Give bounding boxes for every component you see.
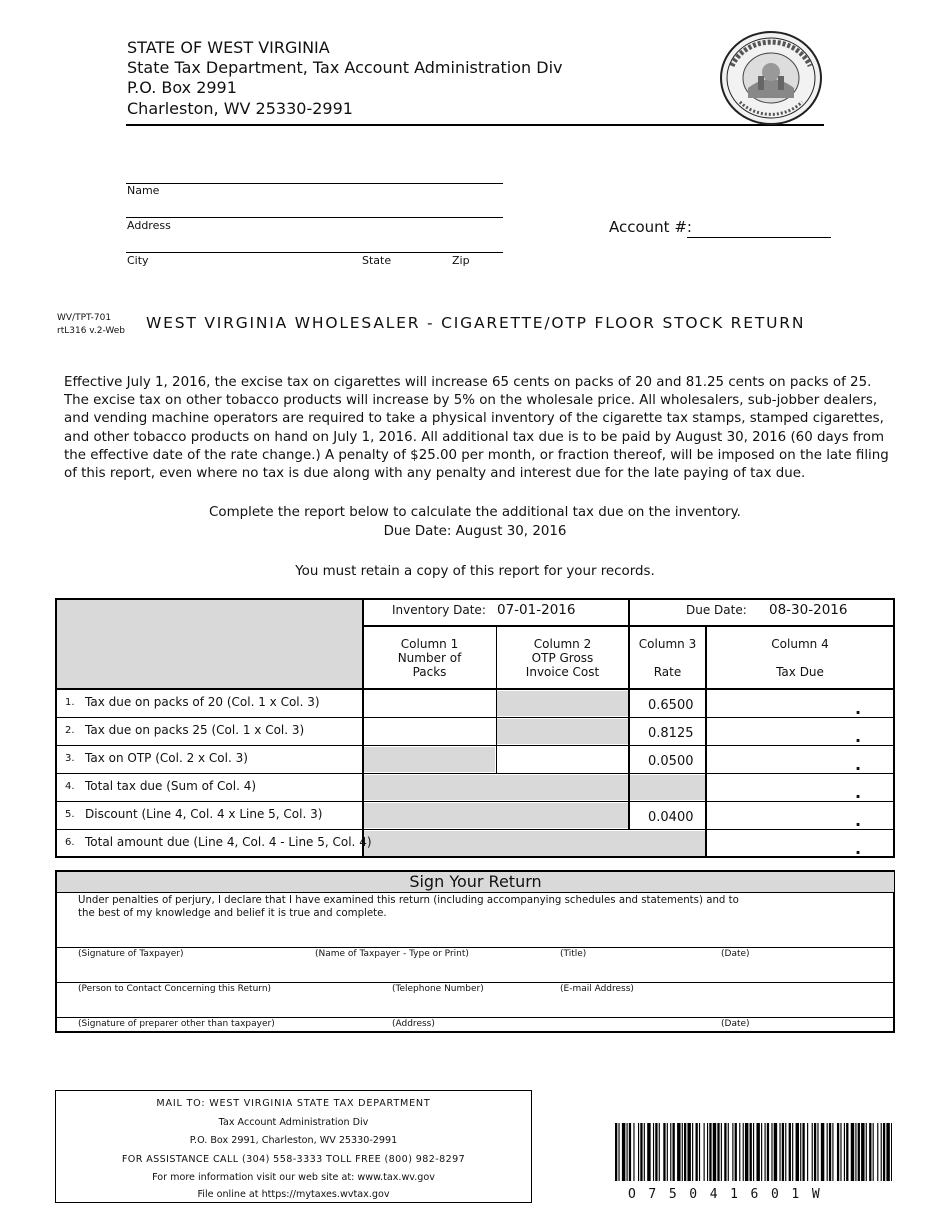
barcode-bar	[851, 1123, 854, 1181]
barcode-bar	[687, 1123, 690, 1181]
state-seal-image	[718, 30, 824, 126]
barcode-bar	[618, 1123, 619, 1181]
row3-col1-shaded	[364, 747, 495, 772]
row4-shaded	[364, 775, 705, 800]
barcode-bar	[840, 1123, 841, 1181]
barcode-bar	[739, 1123, 740, 1181]
barcode-bar	[774, 1123, 777, 1181]
col3-header	[630, 637, 705, 679]
due-date-line: Due Date: August 30, 2016	[383, 524, 567, 539]
barcode-bar	[709, 1123, 711, 1181]
barcode-bar	[633, 1123, 634, 1181]
col3-header-line2: Rate	[653, 665, 682, 679]
col2-header	[497, 637, 628, 679]
preparer-signature-label: (Signature of preparer other than taxpayer)	[78, 1019, 275, 1029]
row5-decimal: .	[855, 811, 862, 830]
address-label: (Address)	[392, 1019, 435, 1029]
date-label: (Date)	[721, 949, 750, 959]
barcode-bar	[812, 1123, 813, 1181]
barcode-bar	[670, 1123, 671, 1181]
website-info: For more information visit our web site at: www.tax.wv.gov	[152, 1172, 435, 1183]
account-label: Account #:	[609, 218, 692, 236]
row5-shaded	[364, 803, 628, 828]
sign-return-title: Sign Your Return	[57, 872, 894, 892]
zip-label: Zip	[452, 254, 470, 267]
sig-row-rule-2	[57, 982, 894, 983]
barcode-bar	[821, 1123, 824, 1181]
row2-col2-shaded	[497, 719, 628, 744]
barcode-bar	[638, 1123, 639, 1181]
barcode-bar	[802, 1123, 804, 1181]
barcode-bar	[761, 1123, 762, 1181]
row-rule-5	[57, 829, 894, 830]
city-state-zip-field-line[interactable]	[126, 252, 503, 253]
file-online-link[interactable]: File online at https://mytaxes.wvtax.gov	[197, 1189, 390, 1200]
row1-label: Tax due on packs of 20 (Col. 1 x Col. 3)	[85, 695, 320, 709]
row2-col4-input[interactable]	[707, 719, 893, 744]
due-date-label: Due Date:	[686, 603, 747, 617]
row5-col4-input[interactable]	[707, 803, 893, 828]
row5-number: 5.	[65, 809, 75, 820]
barcode-bar	[817, 1123, 818, 1181]
row1-col2-shaded	[497, 691, 628, 716]
col1-header-line3: Packs	[412, 665, 447, 679]
barcode-bar	[684, 1123, 686, 1181]
contact-person-label: (Person to Contact Concerning this Return)	[78, 984, 272, 994]
row3-col2-input[interactable]	[497, 747, 628, 772]
barcode-bar	[753, 1123, 754, 1181]
row5-label: Discount (Line 4, Col. 4 x Line 5, Col. 3)	[85, 807, 323, 821]
barcode-bar	[713, 1123, 716, 1181]
barcode-bar	[855, 1123, 856, 1181]
barcode-bar	[745, 1123, 748, 1181]
barcode-bar	[807, 1123, 808, 1181]
col2-header-line1: Column 2	[533, 637, 592, 651]
address-label: Address	[127, 219, 171, 232]
barcode-bar	[873, 1123, 874, 1181]
barcode-bar	[796, 1123, 799, 1181]
inventory-date-label: Inventory Date:	[392, 603, 486, 617]
taxpayer-signature-input[interactable]	[57, 912, 894, 946]
taxpayer-name-label: (Name of Taxpayer - Type or Print)	[315, 949, 469, 959]
row3-number: 3.	[65, 753, 75, 764]
col2-col3-divider	[628, 600, 630, 829]
contact-info-input[interactable]	[57, 960, 894, 982]
barcode-bar	[869, 1123, 871, 1181]
col4-header-line2: Tax Due	[776, 665, 824, 679]
city-label: City	[127, 254, 149, 267]
row5-rate: 0.0400	[648, 810, 694, 825]
barcode-bar	[627, 1123, 628, 1181]
row1-col4-input[interactable]	[707, 691, 893, 716]
agency-division: State Tax Department, Tax Account Administration Div	[127, 58, 563, 77]
barcode-bar	[789, 1123, 791, 1181]
row-rule-4	[57, 801, 894, 802]
barcode-bar	[800, 1123, 801, 1181]
barcode-bar	[707, 1123, 708, 1181]
barcode-bar	[724, 1123, 726, 1181]
barcode-bar	[827, 1123, 828, 1181]
barcode-bar	[699, 1123, 700, 1181]
barcode-bar	[647, 1123, 650, 1181]
form-title: WEST VIRGINIA WHOLESALER - CIGARETTE/OTP FLOOR STOCK RETURN	[146, 314, 806, 332]
row4-decimal: .	[855, 783, 862, 802]
barcode-bar	[877, 1123, 878, 1181]
row2-rate: 0.8125	[648, 726, 694, 741]
barcode-bar	[743, 1123, 744, 1181]
row6-label: Total amount due (Line 4, Col. 4 - Line 5, Col. 4)	[85, 835, 372, 849]
mail-division: Tax Account Administration Div	[218, 1117, 369, 1128]
barcode-bar	[704, 1123, 705, 1181]
mail-address: P.O. Box 2991, Charleston, WV 25330-2991	[189, 1135, 398, 1146]
barcode-bar	[814, 1123, 816, 1181]
row1-number: 1.	[65, 697, 75, 708]
barcode-bar	[659, 1123, 660, 1181]
row3-label: Tax on OTP (Col. 2 x Col. 3)	[85, 751, 248, 765]
barcode-bar	[622, 1123, 625, 1181]
barcode-bar	[881, 1123, 882, 1181]
taxpayer-signature-label: (Signature of Taxpayer)	[78, 949, 184, 959]
name-field-line[interactable]	[126, 183, 503, 184]
retain-note: You must retain a copy of this report for your records.	[295, 564, 655, 579]
barcode-bar	[667, 1123, 668, 1181]
barcode-number: O75041601W	[628, 1187, 833, 1202]
barcode-bar	[883, 1123, 885, 1181]
email-label: (E-mail Address)	[560, 984, 634, 994]
row4-label: Total tax due (Sum of Col. 4)	[85, 779, 257, 793]
address-field-line[interactable]	[126, 217, 503, 218]
barcode-bar	[767, 1123, 769, 1181]
row2-number: 2.	[65, 725, 75, 736]
barcode-bar	[663, 1123, 665, 1181]
col3-header-line1: Column 3	[638, 637, 697, 651]
barcode-bar	[677, 1123, 680, 1181]
barcode-bar	[886, 1123, 889, 1181]
barcode-bar	[721, 1123, 722, 1181]
col2-header-line3: Invoice Cost	[525, 665, 600, 679]
col4-header	[707, 637, 893, 679]
row3-rate: 0.0500	[648, 754, 694, 769]
barcode-bar	[640, 1123, 642, 1181]
state-label: State	[362, 254, 392, 267]
barcode-bar	[779, 1123, 780, 1181]
agency-po-box: P.O. Box 2991	[127, 78, 237, 97]
intro-paragraph: Effective July 1, 2016, the excise tax on cigarettes will increase 65 cents on packs of 20 and 81.25 cents on packs of 25. The excise tax on other tobacco products will increase by 5% on the wholesale price. All wholesalers, sub-jobber dealers, and vending machine operators are required to take a physical inventory of the cigarette tax stamps, stamped cigarettes, and other tobacco products on hand on July 1, 2016. All additional tax due is to be paid by August 30, 2016 (60 days from the effective date of the rate change.) A penalty of $25.00 per month, or fraction thereof, will be imposed on the late filing of this report, even where no tax is due along with any penalty and interest due for the late paying of tax due.	[64, 375, 889, 482]
table-header-blank	[57, 600, 362, 688]
perjury-declaration: Under penalties of perjury, I declare that I have examined this return (including accompanying schedules and statements) and to the best of my knowledge and belief it is true and complete.	[78, 895, 739, 919]
barcode-bar	[696, 1123, 698, 1181]
barcode-bar	[832, 1123, 833, 1181]
row6-shaded	[364, 831, 705, 856]
barcode-bar	[861, 1123, 864, 1181]
due-date-value[interactable]: 08-30-2016	[769, 602, 848, 618]
barcode-bar	[846, 1123, 848, 1181]
agency-name: STATE OF WEST VIRGINIA	[127, 38, 330, 57]
name-label: Name	[127, 184, 160, 197]
barcode-bar	[829, 1123, 831, 1181]
col1-header-line2: Number of	[397, 651, 462, 665]
row4-col4-input[interactable]	[707, 775, 893, 800]
barcode-bar	[629, 1123, 631, 1181]
barcode-bar	[785, 1123, 786, 1181]
row2-label: Tax due on packs 25 (Col. 1 x Col. 3)	[85, 723, 305, 737]
row6-number: 6.	[65, 837, 75, 848]
row2-col1-input[interactable]	[364, 719, 495, 744]
col1-header-line1: Column 1	[400, 637, 459, 651]
barcode-bar	[756, 1123, 759, 1181]
row-rule-3	[57, 773, 894, 774]
row1-decimal: .	[855, 699, 862, 718]
barcode-bar	[692, 1123, 693, 1181]
barcode-bar	[653, 1123, 654, 1181]
header-bottom-rule	[57, 688, 894, 690]
row2-decimal: .	[855, 727, 862, 746]
row-rule-2	[57, 745, 894, 746]
barcode-image	[615, 1123, 892, 1181]
barcode-bar	[765, 1123, 766, 1181]
account-field-line[interactable]	[687, 237, 831, 238]
barcode-bar	[732, 1123, 733, 1181]
row3-col4-input[interactable]	[707, 747, 893, 772]
mail-to-line: MAIL TO: WEST VIRGINIA STATE TAX DEPARTMENT	[156, 1098, 431, 1109]
barcode-bar	[771, 1123, 772, 1181]
barcode-bar	[844, 1123, 845, 1181]
telephone-label: (Telephone Number)	[392, 984, 484, 994]
barcode-bar	[728, 1123, 729, 1181]
barcode-bar	[673, 1123, 675, 1181]
barcode-bar	[891, 1123, 892, 1181]
col2-header-line2: OTP Gross	[531, 651, 594, 665]
sign-title-rule	[57, 892, 894, 893]
barcode-bar	[717, 1123, 719, 1181]
barcode-bar	[792, 1123, 793, 1181]
barcode-bar	[782, 1123, 784, 1181]
preparer-date-label: (Date)	[721, 1019, 750, 1029]
row6-col4-input[interactable]	[707, 831, 893, 856]
barcode-bar	[837, 1123, 839, 1181]
sig-row-rule-1	[57, 947, 894, 948]
row6-decimal: .	[855, 839, 862, 858]
row-rule-1	[57, 717, 894, 718]
sig-row-rule-3	[57, 1017, 894, 1018]
form-version: rtL316 v.2-Web	[57, 326, 126, 336]
form-number: WV/TPT-701	[57, 313, 112, 323]
assistance-phone: FOR ASSISTANCE CALL (304) 558-3333 TOLL FREE (800) 982-8297	[121, 1154, 466, 1165]
barcode-bar	[655, 1123, 657, 1181]
barcode-bar	[682, 1123, 683, 1181]
row1-col1-input[interactable]	[364, 691, 495, 716]
inventory-date-value[interactable]: 07-01-2016	[497, 602, 576, 618]
barcode-bar	[858, 1123, 860, 1181]
barcode-bar	[735, 1123, 737, 1181]
barcode-bar	[644, 1123, 645, 1181]
agency-city: Charleston, WV 25330-2991	[127, 99, 353, 118]
row3-decimal: .	[855, 755, 862, 774]
complete-instruction: Complete the report below to calculate the additional tax due on the inventory.	[209, 505, 741, 520]
preparer-signature-input[interactable]	[57, 995, 894, 1017]
barcode-bar	[866, 1123, 867, 1181]
barcode-bar	[750, 1123, 752, 1181]
col4-header-line1: Column 4	[771, 637, 829, 651]
row1-rate: 0.6500	[648, 698, 694, 713]
row4-number: 4.	[65, 781, 75, 792]
col1-header	[364, 637, 495, 679]
barcode-bar	[615, 1123, 617, 1181]
title-label: (Title)	[560, 949, 587, 959]
